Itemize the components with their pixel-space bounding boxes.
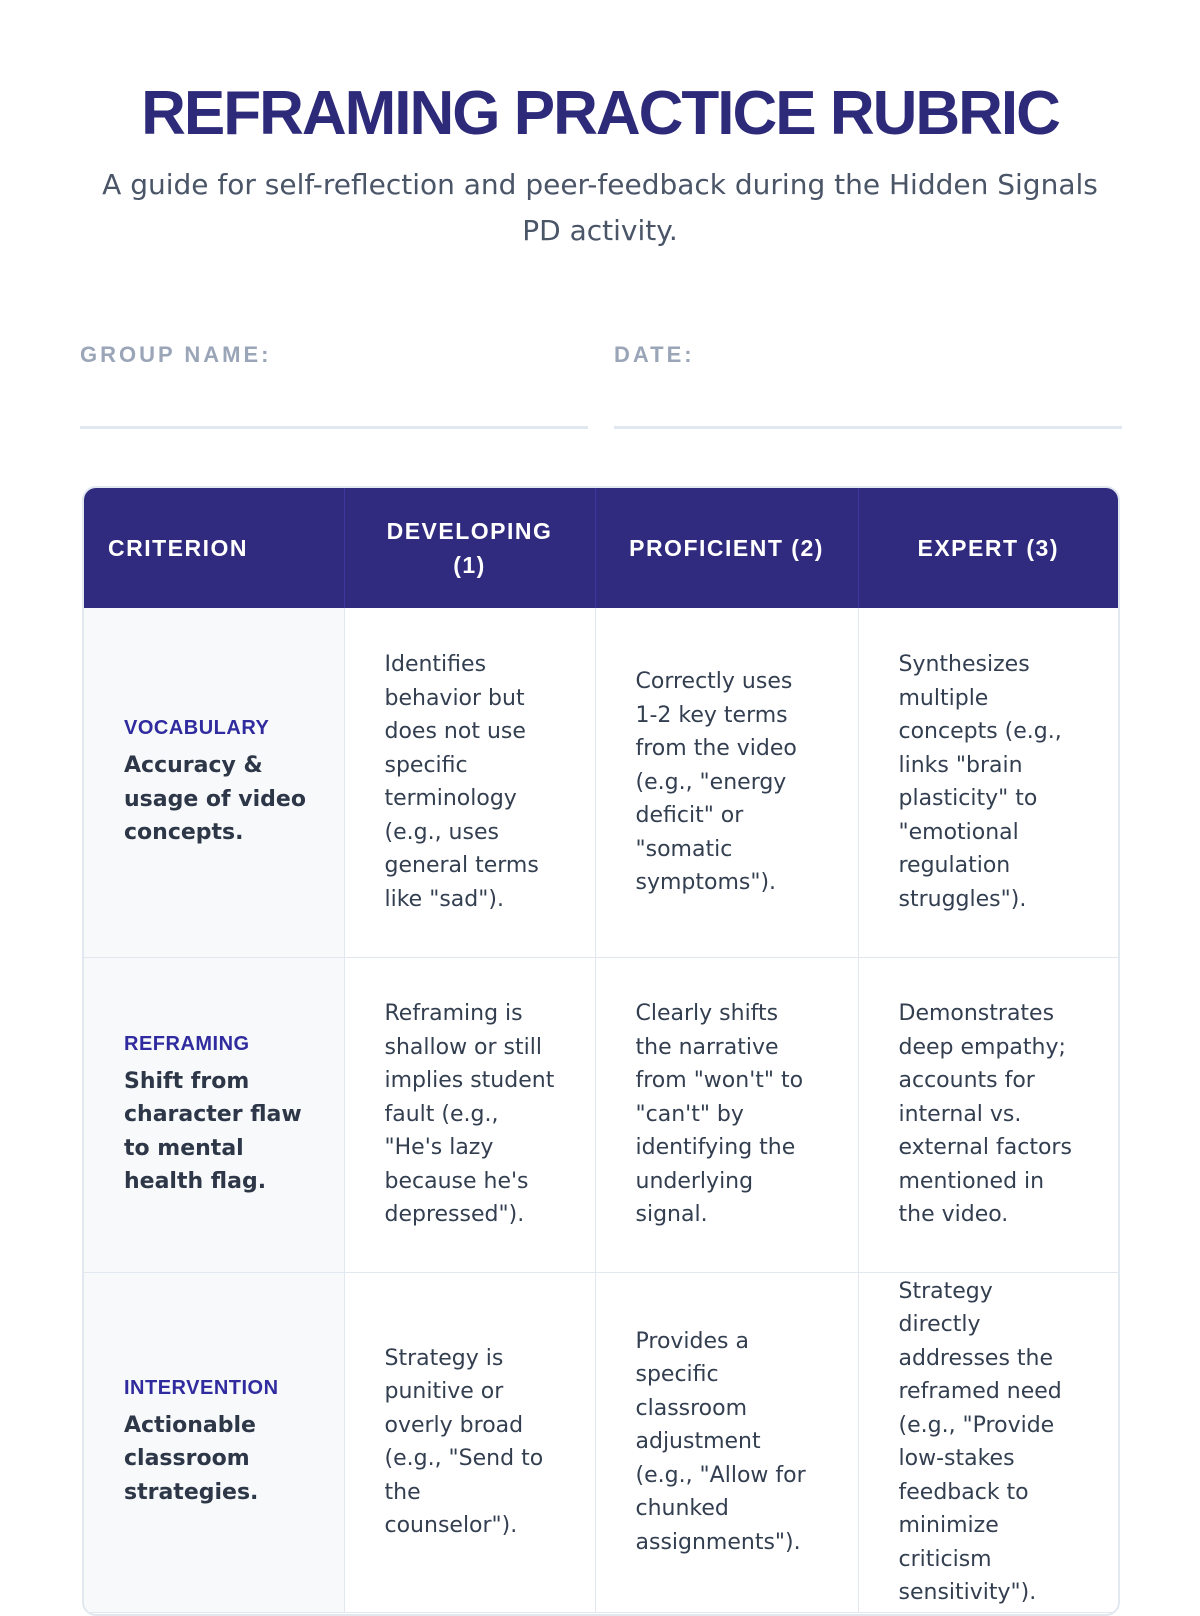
column-header-criterion: CRITERION [84, 488, 344, 608]
proficient-cell: Correctly uses 1-2 key terms from the video (e.g., "energy deficit" or "somatic symptoms"). [595, 608, 858, 957]
table-row [84, 1272, 1118, 1612]
criterion-cell [84, 1272, 344, 1612]
criterion-description: Shift from character flaw to mental health flag. [124, 1068, 302, 1194]
column-header-expert: EXPERT (3) [858, 488, 1118, 608]
criterion-description: Actionable classroom strategies. [124, 1412, 259, 1505]
expert-cell: Demonstrates deep empathy; accounts for internal vs. external factors mentioned in the video. [858, 957, 1118, 1272]
group-name-field[interactable] [80, 426, 588, 429]
table-header-row [84, 488, 1118, 608]
developing-cell: Identifies behavior but does not use specific terminology (e.g., uses general terms like "sad"). [344, 608, 595, 957]
expert-cell: Synthesizes multiple concepts (e.g., links "brain plasticity" to "emotional regulation struggles"). [858, 608, 1118, 957]
rubric-table [82, 486, 1120, 1616]
criterion-tag: VOCABULARY [124, 717, 270, 739]
developing-cell: Reframing is shallow or still implies student fault (e.g., "He's lazy because he's depressed"). [344, 957, 595, 1272]
table-row [84, 957, 1118, 1272]
column-header-proficient: PROFICIENT (2) [595, 488, 858, 608]
criterion-description: Accuracy & usage of video concepts. [124, 753, 306, 845]
criterion-tag: INTERVENTION [124, 1376, 279, 1399]
date-field[interactable] [614, 426, 1122, 429]
page-title: REFRAMING PRACTICE RUBRIC [141, 79, 1059, 148]
developing-cell: Strategy is punitive or overly broad (e.g., "Send to the counselor"). [344, 1272, 595, 1612]
criterion-tag: REFRAMING [124, 1032, 250, 1055]
expert-cell: Strategy directly addresses the reframed need (e.g., "Provide low-stakes feedback to minimize criticism sensitivity"). [858, 1272, 1118, 1612]
proficient-cell: Clearly shifts the narrative from "won't" to "can't" by identifying the underlying signal. [595, 957, 858, 1272]
page-subtitle: A guide for self-reflection and peer-feedback during the Hidden Signals PD activity. [102, 168, 1098, 247]
criterion-cell [84, 957, 344, 1272]
date-label: DATE: [614, 342, 695, 367]
column-header-developing: DEVELOPING (1) [344, 488, 595, 608]
proficient-cell: Provides a specific classroom adjustment (e.g., "Allow for chunked assignments"). [595, 1272, 858, 1612]
group-name-label: GROUP NAME: [80, 342, 272, 367]
criterion-cell [84, 608, 344, 957]
table-row [84, 608, 1118, 957]
